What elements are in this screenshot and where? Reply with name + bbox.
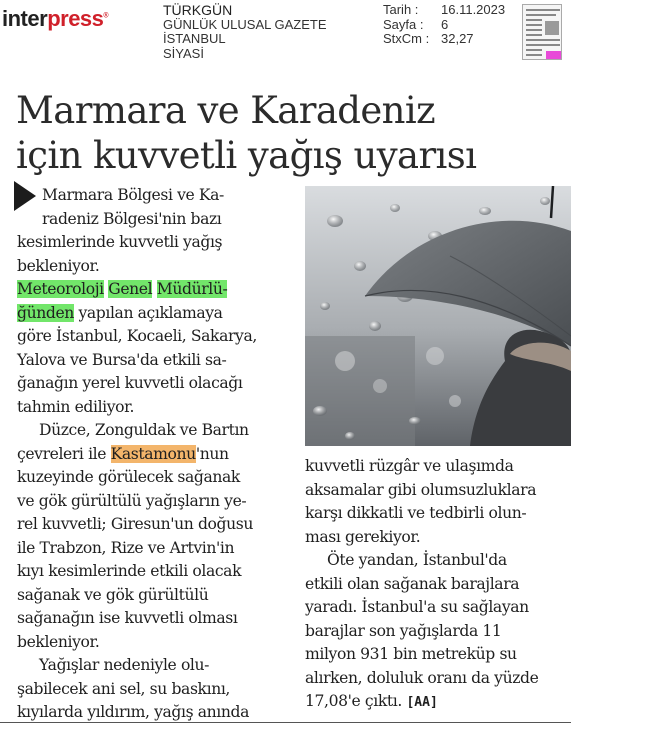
headline-line-1: Marmara ve Karadeniz bbox=[16, 89, 436, 132]
publication-city: İSTANBUL bbox=[163, 31, 226, 46]
size-value: 32,27 bbox=[441, 31, 474, 46]
logo-text: inter bbox=[2, 6, 48, 31]
page-thumbnail[interactable] bbox=[522, 4, 562, 60]
text-fragment: çevreleri ile bbox=[17, 444, 111, 463]
text-fragment: 17,08'e çıktı. bbox=[305, 692, 402, 710]
text-line: Yalova ve Bursa'da etkili sa- bbox=[17, 350, 227, 369]
text-line: kesimlerinde kuvvetli yağış bbox=[17, 233, 223, 251]
text-fragment: Marmara Bölgesi ve Ka- bbox=[42, 186, 224, 204]
text-line: Düzce, Zonguldak ve Bartın bbox=[39, 421, 249, 439]
rain-umbrella-photo bbox=[305, 186, 571, 446]
text-line: tahmin ediliyor. bbox=[17, 397, 135, 416]
page-value: 6 bbox=[441, 16, 449, 32]
text-line: bekleniyor. bbox=[17, 632, 100, 651]
publication-section: SİYASİ bbox=[163, 45, 204, 61]
text-line: ile Trabzon, Rize ve Artvin'in bbox=[17, 538, 235, 557]
text-line: sağanak ve gök gürültülü bbox=[17, 585, 209, 604]
text-fragment: radeniz Bölgesi'nin bazı bbox=[42, 209, 222, 228]
size-label: StxCm : bbox=[383, 31, 430, 46]
article-headline bbox=[16, 88, 576, 178]
text-line: ğanağın yerel kuvvetli olacağı bbox=[17, 374, 243, 392]
text-line: etkili olan sağanak barajlara bbox=[305, 574, 520, 593]
text-fragment: yapılan açıklamaya bbox=[73, 303, 223, 322]
text-line bbox=[305, 690, 538, 714]
text-line: Öte yandan, İstanbul'da bbox=[327, 551, 507, 569]
publication-info bbox=[163, 3, 327, 61]
text-line bbox=[17, 278, 257, 302]
clipping-meta bbox=[383, 3, 505, 47]
highlight-meteoroloji: Meteoroloji bbox=[17, 280, 104, 298]
highlight-kastamonu: Kastamonu bbox=[110, 444, 196, 463]
article-column-1 bbox=[17, 184, 257, 725]
highlight-gunden: ğünden bbox=[17, 303, 74, 322]
text-line: barajlar son yağışlarda 11 bbox=[305, 621, 502, 640]
text-line: kıyı kesimlerinde etkili olacak bbox=[17, 562, 242, 580]
text-line: bekleniyor. bbox=[17, 256, 100, 275]
date-label: Tarih : bbox=[383, 2, 419, 17]
page-label: Sayfa : bbox=[383, 16, 424, 32]
bottom-rule bbox=[0, 722, 571, 723]
text-line: yaradı. İstanbul'a su sağlayan bbox=[305, 598, 529, 616]
thumbnail-highlight bbox=[546, 51, 562, 60]
headline-line-2: için kuvvetli yağış uyarısı bbox=[16, 134, 477, 177]
triangle-marker-icon bbox=[14, 181, 36, 211]
highlight-mudurlu: Müdürlü- bbox=[156, 280, 228, 298]
logo-mark: ® bbox=[103, 12, 109, 20]
text-line: Yağışlar nedeniyle olu- bbox=[39, 656, 210, 674]
text-line: alırken, doluluk oranı da yüzde bbox=[305, 668, 539, 687]
text-line bbox=[17, 302, 257, 326]
text-line: rel kuvvetli; Giresun'un doğusu bbox=[17, 515, 254, 533]
publication-name: TÜRKGÜN bbox=[163, 2, 233, 18]
text-line: aksamalar gibi olumsuzluklara bbox=[305, 480, 537, 499]
text-line bbox=[17, 443, 257, 467]
text-line: ve gök gürültülü yağışların ye- bbox=[17, 491, 247, 510]
text-line: kuvvetli rüzgâr ve ulaşımda bbox=[305, 457, 514, 475]
text-line: sağanağın ise kuvvetli olması bbox=[17, 609, 238, 627]
text-line: göre İstanbul, Kocaeli, Sakarya, bbox=[17, 327, 257, 345]
logo-accent: press bbox=[47, 6, 104, 31]
text-line: kuzeyinde görülecek sağanak bbox=[17, 468, 240, 486]
text-line bbox=[17, 208, 257, 232]
text-line bbox=[17, 184, 257, 208]
source-tag: [AA] bbox=[406, 695, 438, 710]
article-column-2 bbox=[305, 455, 538, 714]
interpress-logo bbox=[2, 6, 108, 32]
highlight-genel: Genel bbox=[108, 280, 153, 298]
text-line: şabilecek ani sel, su baskını, bbox=[17, 679, 230, 698]
text-line: milyon 931 bin metreküp su bbox=[305, 645, 517, 663]
text-line: ması gerekiyor. bbox=[305, 527, 421, 546]
publication-type: GÜNLÜK ULUSAL GAZETE bbox=[163, 16, 327, 32]
text-line: karşı dikkatli ve tedbirli olun- bbox=[305, 504, 527, 522]
date-value: 16.11.2023 bbox=[441, 2, 506, 17]
text-line: kıyılarda yıldırım, yağış anında bbox=[17, 703, 249, 721]
text-fragment: 'nun bbox=[195, 444, 229, 463]
